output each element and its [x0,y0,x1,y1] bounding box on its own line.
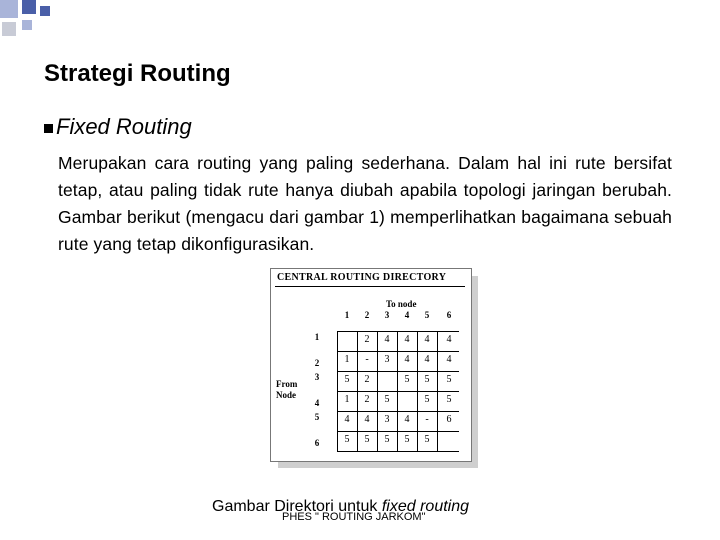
grid-line [337,371,459,372]
routing-cell: 3 [384,414,390,425]
grid-line [337,411,459,412]
routing-cell: 1 [344,394,350,405]
routing-cell: 5 [424,434,430,445]
grid-line [337,451,459,452]
routing-cell: 5 [404,374,410,385]
routing-cell: 5 [404,434,410,445]
row-label: 4 [314,398,320,408]
row-label: 2 [314,358,320,368]
slide-title: Strategi Routing [44,60,231,87]
routing-cell: 5 [344,434,350,445]
routing-directory-figure [270,268,470,466]
grid-line [337,331,459,332]
routing-cell: 5 [424,374,430,385]
routing-cell: 5 [446,394,452,405]
routing-cell: 4 [364,414,370,425]
grid-line [437,331,438,451]
grid-line [397,331,398,451]
footer-text: PHES " ROUTING JARKOM" [282,511,426,523]
grid-line [377,331,378,451]
column-header: 5 [424,310,430,320]
routing-cell: 4 [446,334,452,345]
grid-line [357,331,358,451]
grid-line [337,331,338,451]
routing-cell: 5 [384,394,390,405]
routing-cell: 4 [424,354,430,365]
routing-cell: 2 [364,374,370,385]
grid-line [337,351,459,352]
column-header: 4 [404,310,410,320]
row-label: 5 [314,412,320,422]
row-label: 1 [314,332,320,342]
to-node-label: To node [386,299,417,309]
routing-cell: 6 [446,414,452,425]
from-label-line1: From [276,379,298,389]
bullet-fixed-routing [44,114,192,140]
row-label: 3 [314,372,320,382]
routing-cell: 4 [404,334,410,345]
title-divider [275,286,465,287]
from-node-label [276,379,297,401]
routing-cell: 4 [446,354,452,365]
routing-cell: 1 [344,354,350,365]
square-bullet-icon [44,124,53,133]
grid-line [417,331,418,451]
column-header: 1 [344,310,350,320]
directory-title: CENTRAL ROUTING DIRECTORY [277,272,447,283]
routing-cell: 5 [424,394,430,405]
routing-cell: - [425,414,429,425]
routing-cell: 4 [424,334,430,345]
routing-cell: 5 [344,374,350,385]
routing-cell: 4 [344,414,350,425]
grid-line [337,391,459,392]
column-header: 2 [364,310,370,320]
routing-cell: 5 [384,434,390,445]
routing-cell: - [365,354,369,365]
row-label: 6 [314,438,320,448]
routing-cell: 4 [404,354,410,365]
column-header: 3 [384,310,390,320]
corner-decoration [0,0,60,40]
routing-cell: 4 [404,414,410,425]
routing-cell: 2 [364,334,370,345]
from-label-line2: Node [276,390,296,400]
directory-table [270,268,472,462]
body-paragraph: Merupakan cara routing yang paling sederhana. Dalam hal ini rute bersifat tetap, atau paling tidak rute hanya diubah apabila topologi jaringan berubah. Gambar berikut (mengacu dari gambar 1) memperlihatkan bagaimana sebuah rute yang tetap dikonfigurasikan. [58,153,672,254]
caption-prefix: Gambar Direktori untuk [212,498,382,515]
routing-cell: 4 [384,334,390,345]
subtitle: Fixed Routing [56,114,192,139]
column-header: 6 [446,310,452,320]
routing-cell: 5 [364,434,370,445]
caption-italic: fixed routing [381,498,470,515]
routing-cell: 2 [364,394,370,405]
routing-cell: 3 [384,354,390,365]
routing-cell: 5 [446,374,452,385]
grid-line [337,431,459,432]
